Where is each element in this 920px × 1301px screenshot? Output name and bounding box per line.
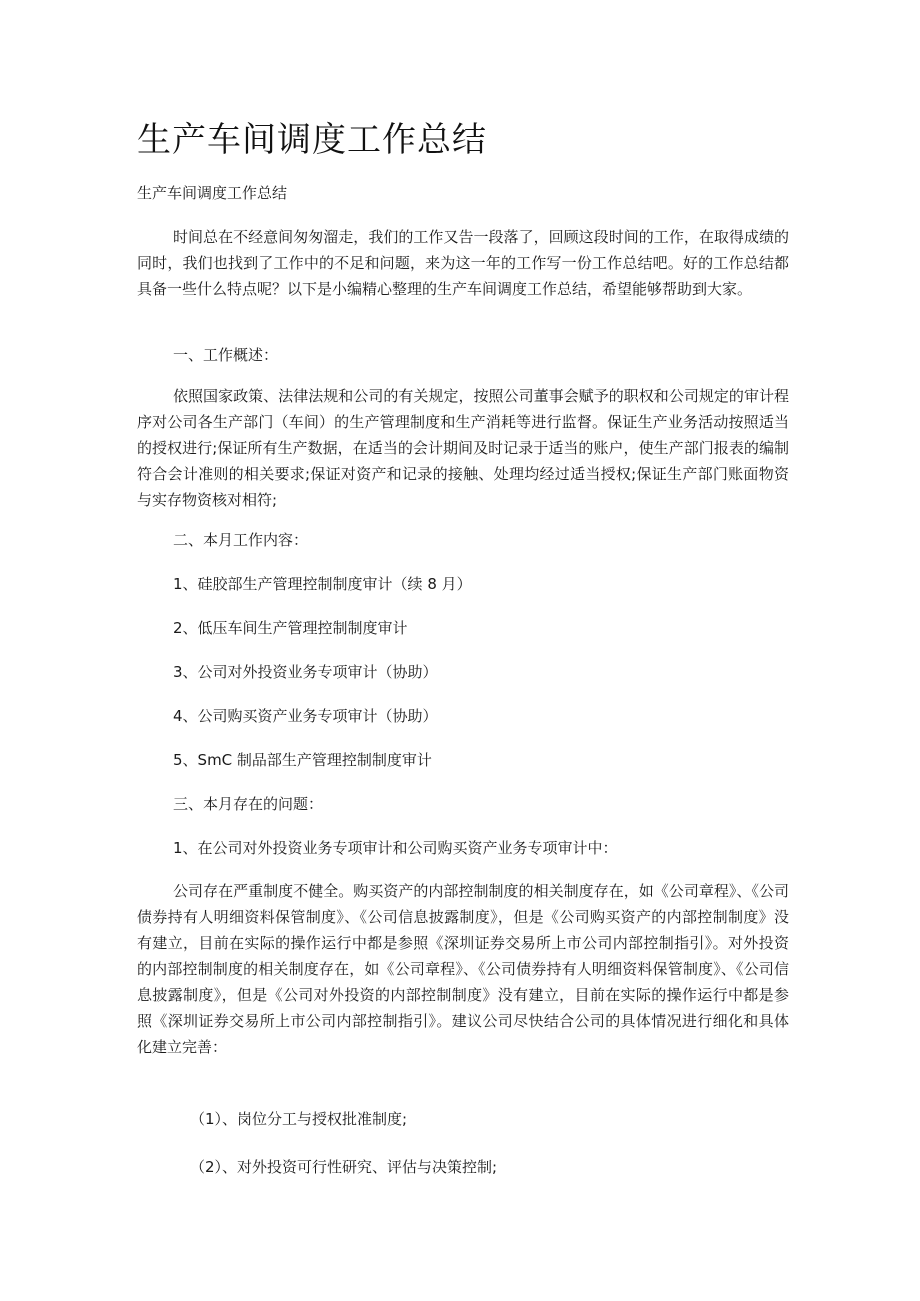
list-item: 5、SmC 制品部生产管理控制制度审计 — [173, 751, 432, 769]
section2-heading: 二、本月工作内容： — [173, 531, 309, 549]
intro-paragraph: 时间总在不经意间匆匆溜走，我们的工作又告一段落了，回顾这段时间的工作，在取得成绩的同时，我们也找到了工作中的不足和问题，来为这一年的工作写一份工作总结吧。好的工作总结都具备一些什么特点呢？以下是小编精心整理的生产车间调度工作总结，希望能够帮助到大家。 — [137, 228, 789, 298]
list-item: 4、公司购买资产业务专项审计（协助） — [173, 707, 438, 725]
section3-paragraph: 公司存在严重制度不健全。购买资产的内部控制制度的相关制度存在，如《公司章程》、《公司债券持有人明细资料保管制度》、《公司信息披露制度》，但是《公司购买资产的内部控制制度》没有建立，目前在实际的操作运行中都是参照《深圳证券交易所上市公司内部控制指引》。对外投资的内部控制制度的相关制度存在，如《公司章程》、《公司债券持有人明细资料保管制度》、《公司信息披露制度》，但是《公司对外投资的内部控制制度》没有建立，目前在实际的操作运行中都是参照《深圳证券交易所上市公司内部控制指引》。建议公司尽快结合公司的具体情况进行细化和具体化建立完善： — [137, 882, 789, 1056]
document-subtitle: 生产车间调度工作总结 — [137, 184, 288, 202]
section1-paragraph: 依照国家政策、法律法规和公司的有关规定，按照公司董事会赋予的职权和公司规定的审计程序对公司各生产部门（车间）的生产管理制度和生产消耗等进行监督。保证生产业务活动按照适当的授权进行;保证所有生产数据，在适当的会计期间及时记录于适当的账户，使生产部门报表的编制符合会计准则的相关要求;保证对资产和记录的接触、处理均经过适当授权;保证生产部门账面物资与实存物资核对相符; — [137, 387, 789, 509]
list-item: 2、低压车间生产管理控制制度审计 — [173, 619, 408, 637]
document-title: 生产车间调度工作总结 — [137, 120, 487, 160]
list-item: 3、公司对外投资业务专项审计（协助） — [173, 663, 438, 681]
sub-list-item: （2）、对外投资可行性研究、评估与决策控制; — [190, 1158, 498, 1176]
section3-heading: 三、本月存在的问题： — [173, 795, 324, 813]
list-item: 1、硅胶部生产管理控制制度审计（续 8 月） — [173, 575, 472, 593]
section1-heading: 一、工作概述： — [173, 346, 279, 364]
sub-list-item: （1）、岗位分工与授权批准制度; — [190, 1110, 408, 1128]
section3-item-1: 1、在公司对外投资业务专项审计和公司购买资产业务专项审计中： — [173, 839, 618, 857]
